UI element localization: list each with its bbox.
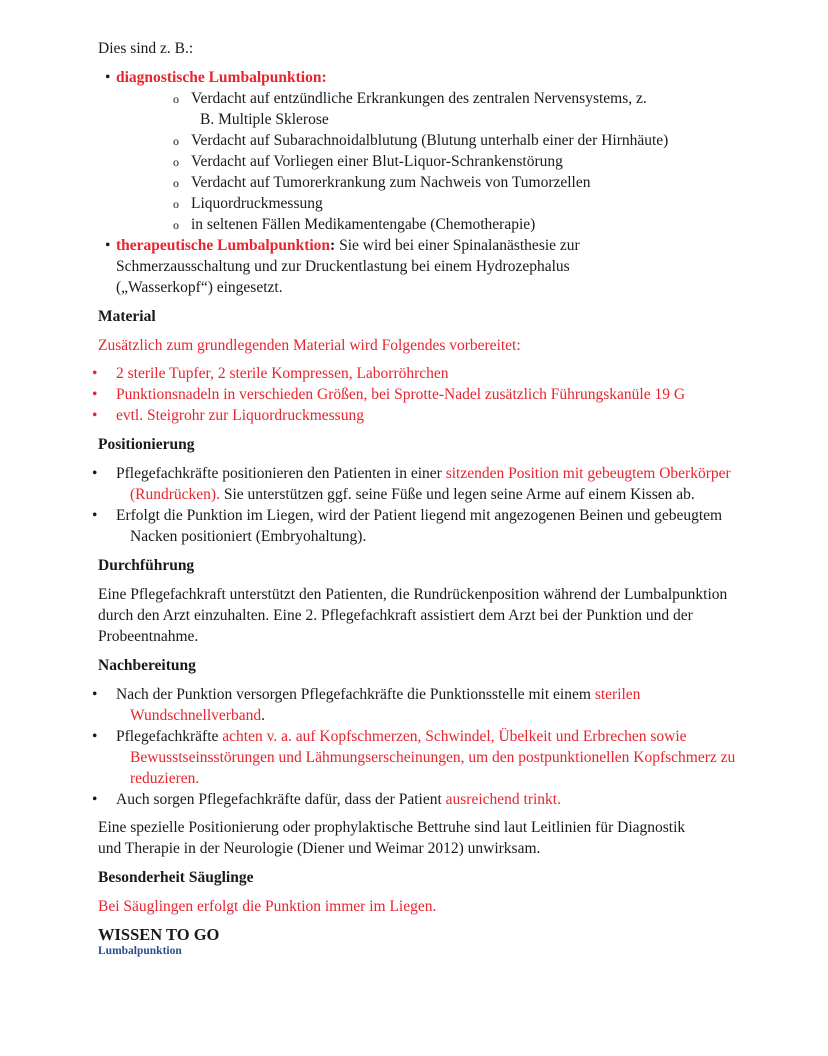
list-item: • Pflegefachkräfte positionieren den Patienten in einer sitzenden Position mit gebeugtem Oberkörper (Rundrücken). Sie unterstützen ggf. seine Füße und legen seine Arme auf einem Kissen ab.	[98, 463, 738, 505]
diagnostic-sublist	[116, 88, 738, 235]
document-page	[98, 38, 738, 958]
list-item: • Punktionsnadeln in verschieden Größen, bei Sprotte-Nadel zusätzlich Führungskanüle 19 G	[98, 384, 738, 405]
wissen-to-go-title: WISSEN TO GO	[98, 925, 220, 944]
list-item: • Nach der Punktion versorgen Pflegefachkräfte die Punktionsstelle mit einem sterilen Wundschnellverband.	[98, 684, 738, 726]
section-heading-durchfuehrung: Durchführung	[98, 557, 195, 574]
nachbereitung-list	[98, 684, 738, 810]
list-item: • 2 sterile Tupfer, 2 sterile Kompressen, Laborröhrchen	[98, 363, 738, 384]
sublist-item: o Verdacht auf Subarachnoidalblutung (Blutung unterhalb einer der Hirnhäute)	[116, 130, 738, 151]
therapeutic-label: therapeutische Lumbalpunktion	[116, 237, 331, 254]
list-item: • Auch sorgen Pflegefachkräfte dafür, dass der Patient ausreichend trinkt.	[98, 789, 738, 810]
section-heading-material: Material	[98, 308, 156, 325]
section-heading-positionierung: Positionierung	[98, 436, 195, 453]
diagnostic-label: diagnostische Lumbalpunktion:	[116, 69, 327, 86]
durchfuehrung-text: Eine Pflegefachkraft unterstützt den Patienten, die Rundrückenposition während der Lumbalpunktion durch den Arzt einzuhalten. Eine 2. Pflegefachkraft assistiert dem Arzt bei der Punktion und der Probeentnahme.	[98, 586, 728, 645]
intro-text: Dies sind z. B.:	[98, 40, 194, 57]
sublist-item: o Verdacht auf Vorliegen einer Blut-Liquor-Schrankenstörung	[116, 151, 738, 172]
list-item-therapeutic: • therapeutische Lumbalpunktion: Sie wird bei einer Spinalanästhesie zur Schmerzausschaltung und zur Druckentlastung bei einem Hydrozephalus („Wasserkopf“) eingesetzt.	[98, 235, 738, 298]
material-intro: Zusätzlich zum grundlegenden Material wird Folgendes vorbereitet:	[98, 337, 521, 354]
sublist-item: o Verdacht auf Tumorerkrankung zum Nachweis von Tumorzellen	[116, 172, 738, 193]
therapeutic-text: Sie wird bei einer Spinalanästhesie zur Schmerzausschaltung und zur Druckentlastung bei einem Hydrozephalus („Wasserkopf“) eingesetzt.	[116, 237, 580, 296]
sublist-item: o Liquordruckmessung	[116, 193, 738, 214]
saeuglinge-text: Bei Säuglingen erfolgt die Punktion immer im Liegen.	[98, 898, 437, 915]
uses-list	[98, 67, 738, 298]
sublist-item: o Verdacht auf entzündliche Erkrankungen des zentralen Nervensystems, z. B. Multiple Sklerose	[116, 88, 738, 130]
list-item-diagnostic	[98, 67, 738, 235]
sublist-item: o in seltenen Fällen Medikamentengabe (Chemotherapie)	[116, 214, 738, 235]
section-heading-saeuglinge: Besonderheit Säuglinge	[98, 869, 254, 886]
wissen-to-go-subtitle: Lumbalpunktion	[98, 945, 182, 957]
list-item: • Erfolgt die Punktion im Liegen, wird der Patient liegend mit angezogenen Beinen und gebeugtem Nacken positioniert (Embryohaltung).	[98, 505, 738, 547]
list-item: • Pflegefachkräfte achten v. a. auf Kopfschmerzen, Schwindel, Übelkeit und Erbrechen sowie Bewusstseinsstörungen und Lähmungserscheinungen, um den postpunktionellen Kopfschmerz zu reduzieren.	[98, 726, 738, 789]
positionierung-list	[98, 463, 738, 547]
list-item: • evtl. Steigrohr zur Liquordruckmessung	[98, 405, 738, 426]
material-list	[98, 363, 738, 426]
nachbereitung-note: Eine spezielle Positionierung oder prophylaktische Bettruhe sind laut Leitlinien für Diagnostik und Therapie in der Neurologie (Diener und Weimar 2012) unwirksam.	[98, 819, 686, 857]
section-heading-nachbereitung: Nachbereitung	[98, 657, 196, 674]
